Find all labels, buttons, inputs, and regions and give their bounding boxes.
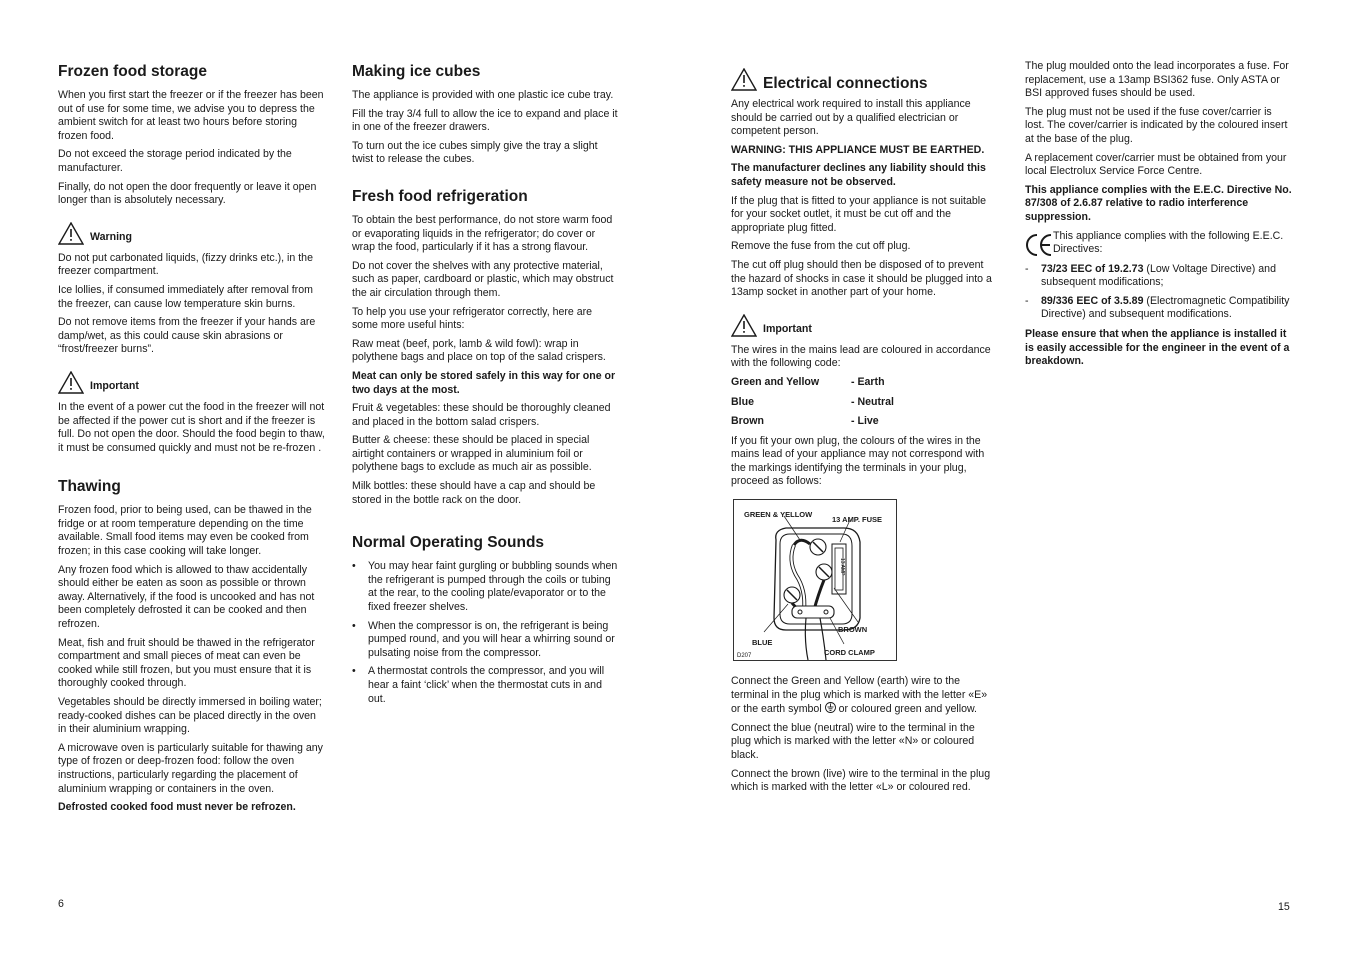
heading-fresh-food-refrigeration: Fresh food refrigeration [352, 187, 528, 205]
wire-meaning: - Neutral [851, 395, 894, 408]
bullet-marker: • [352, 665, 356, 678]
label-brown: BROWN [838, 625, 868, 635]
paragraph: The plug moulded onto the lead incorporates a fuse. For replacement, use a 13amp BSI362 fuse. Only ASTA or BSI approved fuses should be used. [1025, 60, 1289, 100]
paragraph: To help you use your refrigerator correctly, here are some more useful hints: [352, 305, 593, 332]
label-cord-clamp: CORD CLAMP [824, 648, 875, 658]
paragraph: Frozen food, prior to being used, can be thawed in the fridge or at room temperature depending on the time available. Small food items may even be cooked from frozen; in this case cooking will take longer. [58, 504, 312, 558]
warning-triangle-icon [58, 222, 84, 245]
important-label: Important [90, 380, 139, 393]
paragraph-bold: Meat can only be stored safely in this way for one or two days at the most. [352, 369, 616, 396]
list-item: • When the compressor is on, the refrigerant is being pumped round, and you will hear a whirring sound or pulsating noise from the compressor. [352, 619, 615, 659]
heading-frozen-food-storage: Frozen food storage [58, 63, 207, 80]
column-4 [1025, 60, 1293, 374]
important-header [58, 371, 326, 394]
wire-colour: Brown [731, 415, 764, 428]
earth-symbol-icon [825, 702, 836, 713]
paragraph: Remove the fuse from the cut off plug. [731, 240, 911, 253]
label-green-yellow: GREEN & YELLOW [744, 510, 813, 520]
warning-triangle-icon [731, 68, 757, 91]
ce-mark-icon [1025, 232, 1053, 258]
paragraph: Do not put carbonated liquids, (fizzy drinks etc.), in the freezer compartment. [58, 251, 313, 278]
paragraph-earth: Connect the Green and Yellow (earth) wire to the terminal in the plug which is marked with the letter «E» or the earth symbol or coloured green and yellow. [731, 675, 988, 716]
paragraph: A replacement cover/carrier must be obtained from your local Electrolux Service Force Centre. [1025, 151, 1287, 178]
paragraph: Milk bottles: these should have a cap and should be stored in the bottle rack on the door. [352, 480, 596, 506]
paragraph: Vegetables should be directly immersed in boiling water; ready-cooked dishes can be placed directly in the oven in their aluminium wrapping. [58, 696, 322, 736]
page-number-left: 6 [58, 898, 64, 910]
warning-triangle-icon [58, 371, 84, 394]
wire-meaning: - Live [851, 415, 879, 428]
paragraph-bold: The manufacturer declines any liability should this safety measure not be observed. [731, 162, 986, 188]
paragraph: Do not exceed the storage period indicated by the manufacturer. [58, 148, 292, 174]
paragraph-bold: Please ensure that when the appliance is installed it is easily accessible for the engineer in the event of a breakdown. [1025, 327, 1290, 368]
wire-colour-table [731, 376, 995, 429]
label-blue: BLUE [752, 638, 773, 648]
wire-colour: Green and Yellow [731, 375, 820, 388]
heading-electrical-connections: Electrical connections [763, 75, 928, 93]
wire-meaning: - Earth [851, 375, 885, 388]
bullet-marker: • [352, 560, 356, 573]
dash-marker: - [1025, 262, 1029, 275]
page-number-right: 15 [1278, 901, 1290, 913]
ce-compliance [1025, 230, 1293, 258]
paragraph: The wires in the mains lead are coloured in accordance with the following code: [731, 343, 991, 370]
paragraph: Any frozen food which is allowed to thaw accidentally should either be eaten as soon as possible or thrown away. Alternatively, if the food is uncooked and has not been completely defrosted it can be cooked and then refrozen. [58, 563, 315, 631]
column-3 [731, 60, 995, 800]
list-item: - 73/23 EEC of 19.2.73 (Low Voltage Directive) and subsequent modifications; [1025, 262, 1276, 289]
paragraph: The cut off plug should then be disposed of to prevent the hazard of shocks in case it should be plugged into a 13amp socket in another part of your home. [731, 258, 992, 299]
column-1 [58, 60, 326, 820]
paragraph: To obtain the best performance, do not store warm food or evaporating liquids in the refrigerator; do cover or wrap the food, particularly if it has a strong flavour. [352, 213, 613, 254]
bullet-marker: • [352, 619, 356, 632]
paragraph: In the event of a power cut the food in the freezer will not be affected if the power cut is short and if the freezer is full. Do not open the door. Should the food begin to thaw, it must be consumed quickly and must not be re-frozen . [58, 400, 325, 454]
paragraph-bold: Defrosted cooked food must never be refrozen. [58, 801, 296, 814]
paragraph: A microwave oven is particularly suitable for thawing any type of frozen or deep-frozen food: follow the oven instructions, particularly regarding the placement of aluminium wrapping or containers in the oven. [58, 741, 323, 795]
paragraph-bold: WARNING: THIS APPLIANCE MUST BE EARTHED. [731, 143, 985, 156]
paragraph: Connect the blue (neutral) wire to the terminal in the plug which is marked with the letter «N» or coloured black. [731, 721, 975, 762]
column-2 [352, 60, 618, 711]
paragraph: Fruit & vegetables: these should be thoroughly cleaned and placed in the bottom salad crispers. [352, 402, 611, 428]
important-header [731, 314, 995, 337]
plug-wiring-diagram [733, 499, 897, 661]
list-item: - 89/336 EEC of 3.5.89 (Electromagnetic Compatibility Directive) and subsequent modifications. [1025, 294, 1290, 321]
paragraph: To turn out the ice cubes simply give the tray a slight twist to release the cubes. [352, 139, 598, 166]
diagram-code: D207 [737, 653, 752, 660]
heading-thawing: Thawing [58, 478, 121, 496]
paragraph: The appliance is provided with one plastic ice cube tray. [352, 89, 614, 101]
sounds-list [352, 560, 618, 706]
fuse-body-label: 13 AMP [839, 558, 845, 576]
paragraph: Do not cover the shelves with any protective material, such as paper, cardboard or plastic, which may obstruct the air circulation through them. [352, 259, 614, 299]
paragraph: Any electrical work required to install this appliance should be carried out by a qualified electrician or competent person. [731, 98, 971, 138]
paragraph: If you fit your own plug, the colours of the wires in the mains lead of your appliance may not correspond with the markings identifying the terminals in your plug, proceed as follows: [731, 434, 985, 488]
dash-marker: - [1025, 294, 1029, 307]
directives-list [1025, 263, 1293, 322]
paragraph: Meat, fish and fruit should be thawed in the refrigerator compartment and small pieces of meat can even be cooked while still frozen, but you must ensure that it is thoroughly cooked through. [58, 636, 315, 690]
list-item: • A thermostat controls the compressor, and you will hear a faint ‘click’ when the thermostat cuts in and out. [352, 665, 605, 705]
important-label: Important [763, 323, 812, 336]
paragraph: Fill the tray 3/4 full to allow the ice to expand and place it in one of the freezer drawers. [352, 107, 618, 134]
paragraph: Butter & cheese: these should be placed in special airtight containers or wrapped in aluminium foil or polythene bags to exclude as much air as possible. [352, 434, 592, 474]
paragraph: Ice lollies, if consumed immediately after removal from the freezer, can cause low temperature skin burns. [58, 283, 313, 310]
paragraph: Do not remove items from the freezer if your hands are damp/wet, as this could cause skin abrasions or “frost/freezer burns”. [58, 316, 316, 356]
paragraph-bold: This appliance complies with the E.E.C. Directive No. 87/308 of 2.6.87 relative to radio interference suppression. [1025, 183, 1292, 223]
list-item: • You may hear faint gurgling or bubbling sounds when the refrigerant is pumped through the coils or tubing at the rear, to the cooling plate/evaporator or to the fixed freezer shelves. [352, 560, 618, 614]
paragraph: Finally, do not open the door frequently or leave it open longer than is absolutely necessary. [58, 180, 317, 207]
paragraph: Connect the brown (live) wire to the terminal in the plug which is marked with the letter «L» or coloured red. [731, 767, 991, 794]
wire-colour: Blue [731, 395, 754, 408]
paragraph: The plug must not be used if the fuse cover/carrier is lost. The cover/carrier is indicated by the coloured insert at the base of the plug. [1025, 105, 1288, 145]
warning-label: Warning [90, 231, 132, 244]
warning-triangle-icon [731, 314, 757, 337]
ce-text: This appliance complies with the following E.E.C. Directives: [1053, 229, 1284, 256]
label-fuse: 13 AMP. FUSE [832, 515, 883, 525]
heading-making-ice-cubes: Making ice cubes [352, 63, 481, 80]
paragraph: Raw meat (beef, pork, lamb & wild fowl): wrap in polythene bags and place on top of the salad crispers. [352, 337, 606, 364]
heading-normal-operating-sounds: Normal Operating Sounds [352, 534, 545, 552]
paragraph: When you first start the freezer or if the freezer has been out of use for some time, we advise you to depress the ambient switch for at least two hours before storing frozen food. [58, 89, 324, 142]
electrical-header [731, 68, 995, 91]
paragraph: If the plug that is fitted to your appliance is not suitable for your socket outlet, it must be cut off and the appropriate plug fitted. [731, 194, 986, 234]
warning-header [58, 222, 326, 245]
